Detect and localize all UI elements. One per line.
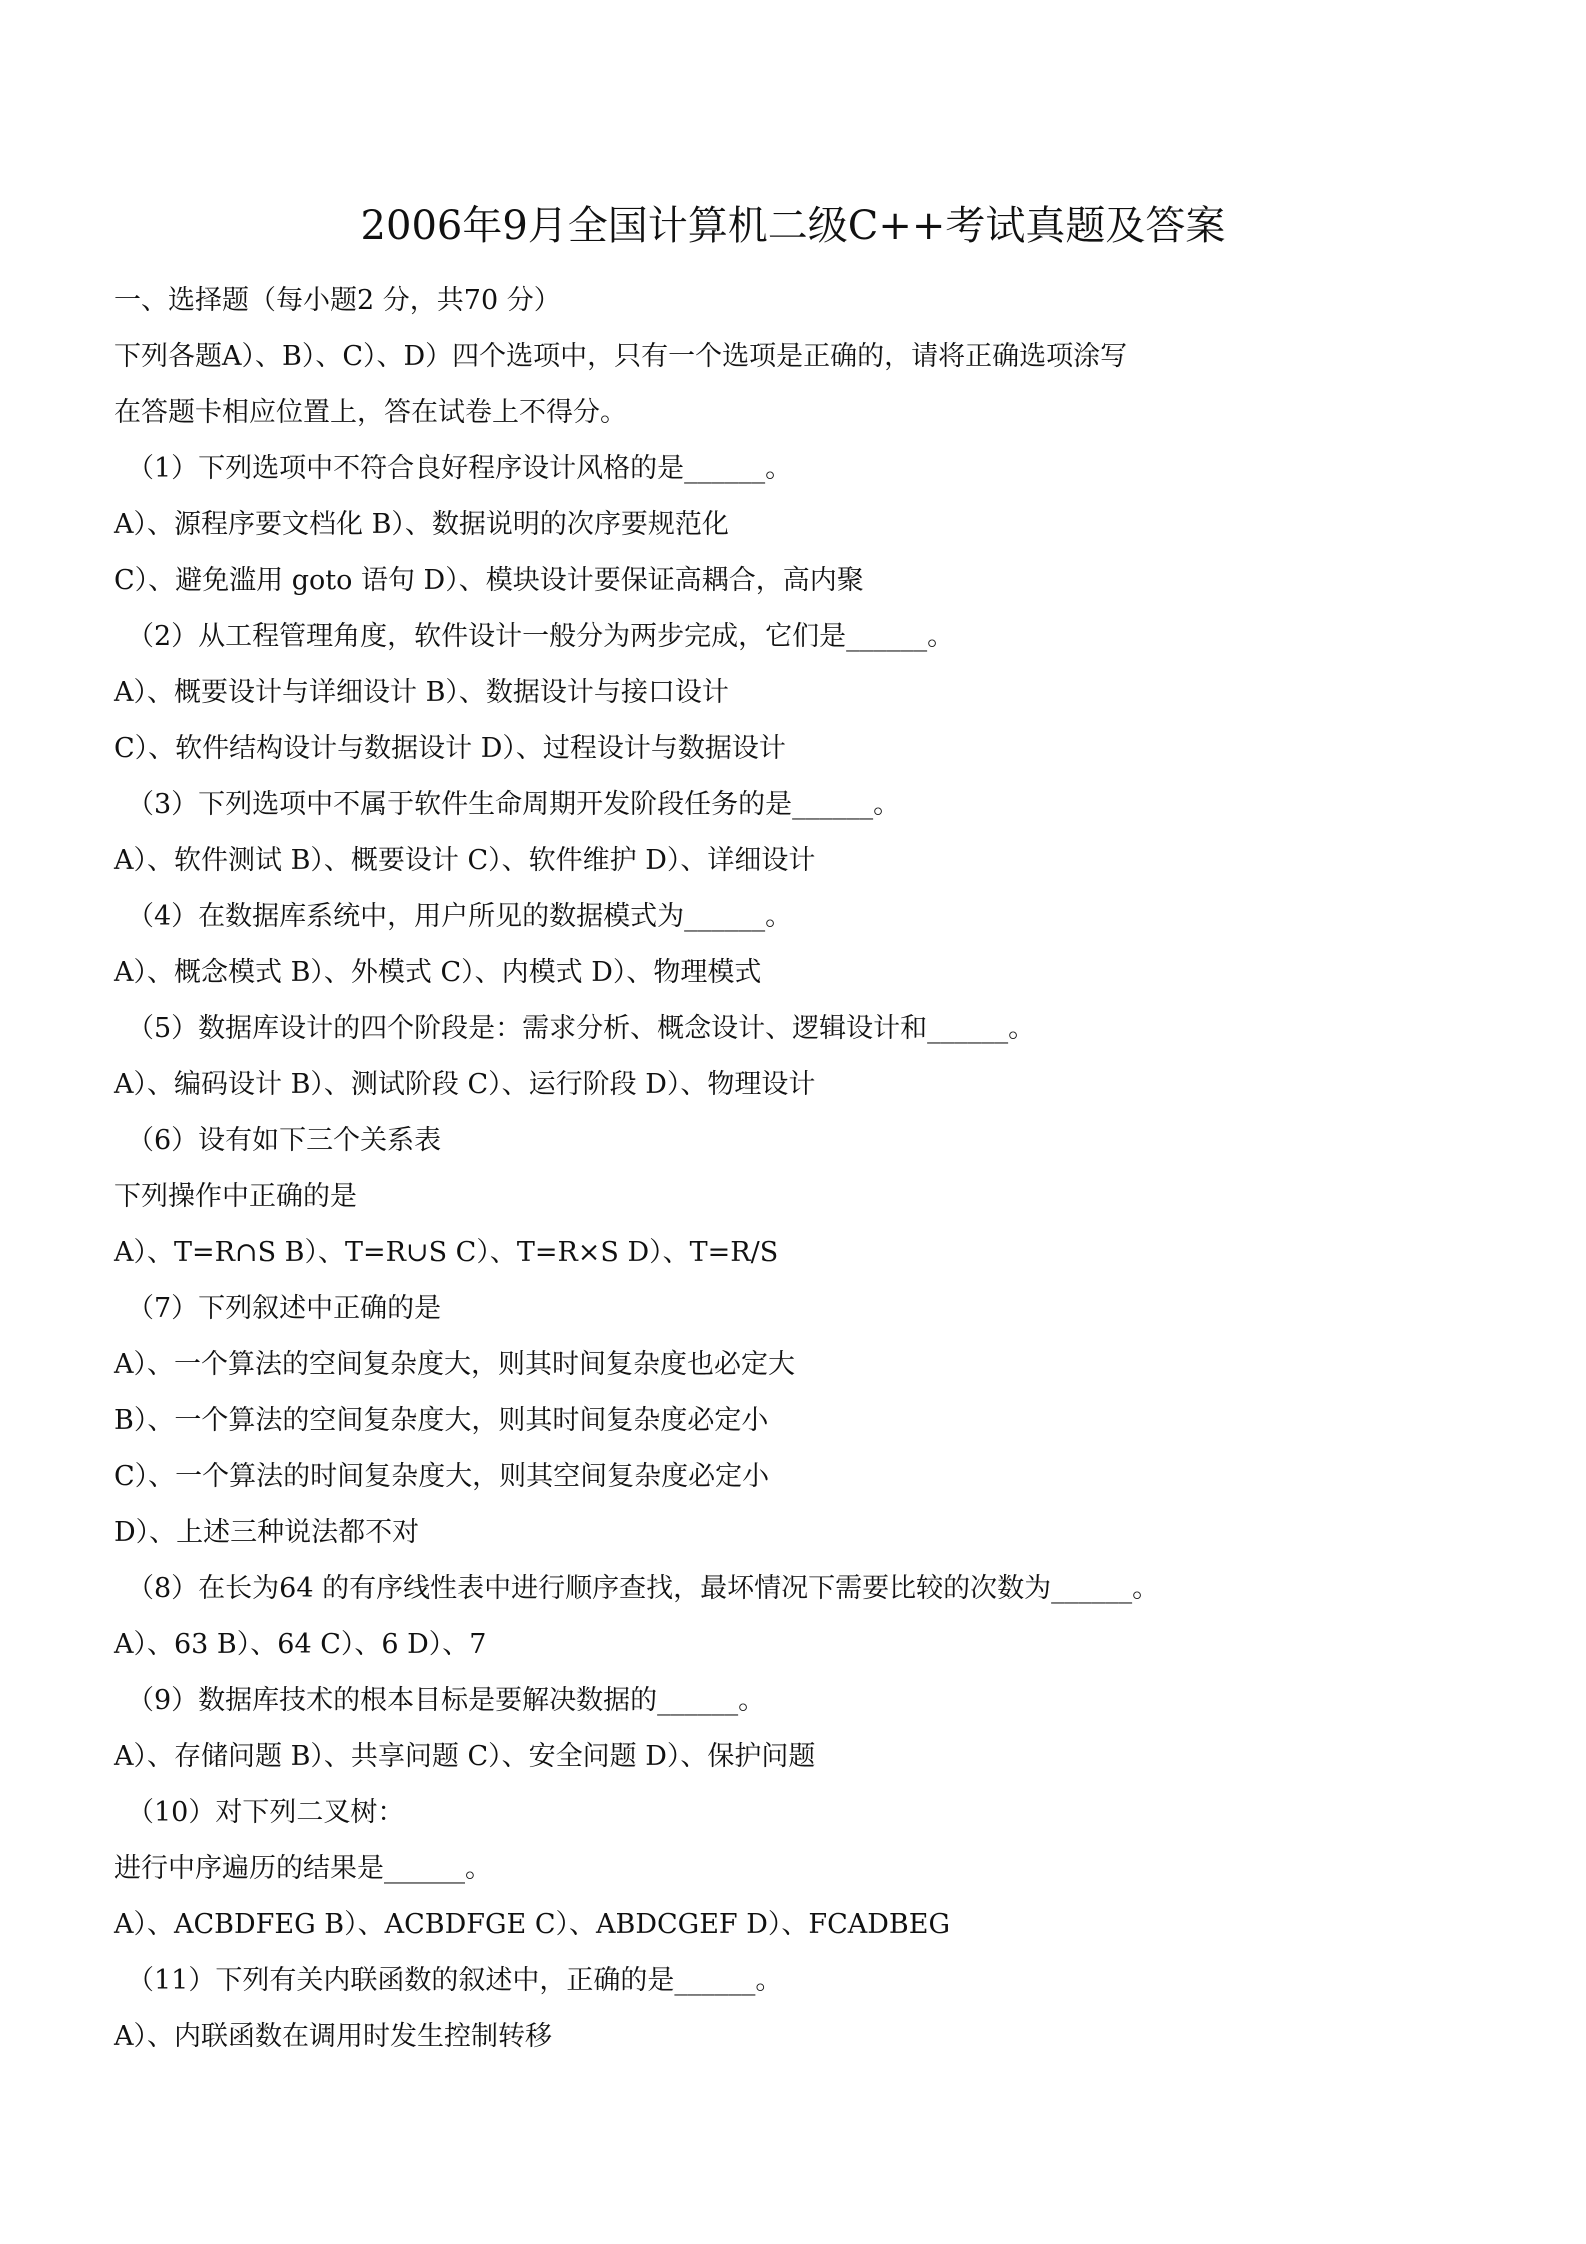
question-stem: （2）从工程管理角度，软件设计一般分为两步完成，它们是______。: [127, 621, 955, 652]
question-stem: （6）设有如下三个关系表: [127, 1125, 442, 1156]
answer-options: A）、T=R∩S B）、T=R∪S C）、T=R×S D）、T=R/S: [114, 1237, 779, 1268]
instruction-text: 下列各题A）、B）、C）、D）四个选项中，只有一个选项是正确的，请将正确选项涂写: [114, 341, 1128, 372]
question-stem: （1）下列选项中不符合良好程序设计风格的是______。: [127, 453, 793, 484]
answer-options: A）、源程序要文档化 B）、数据说明的次序要规范化: [114, 509, 729, 540]
question-stem: （7）下列叙述中正确的是: [127, 1293, 442, 1324]
answer-options: B）、一个算法的空间复杂度大，则其时间复杂度必定小: [114, 1405, 769, 1436]
answer-options: D）、上述三种说法都不对: [114, 1517, 420, 1548]
question-stem: （9）数据库技术的根本目标是要解决数据的______。: [127, 1685, 766, 1716]
question-stem: （3）下列选项中不属于软件生命周期开发阶段任务的是______。: [127, 789, 901, 820]
question-stem: （11）下列有关内联函数的叙述中，正确的是______。: [127, 1965, 783, 1996]
body-text: 下列操作中正确的是: [114, 1181, 357, 1212]
question-stem: （10）对下列二叉树：: [127, 1797, 405, 1828]
answer-options: A）、编码设计 B）、测试阶段 C）、运行阶段 D）、物理设计: [114, 1069, 816, 1100]
answer-options: A）、存储问题 B）、共享问题 C）、安全问题 D）、保护问题: [114, 1741, 816, 1772]
section-heading: 一、选择题（每小题2 分，共70 分）: [114, 285, 561, 316]
instruction-text: 在答题卡相应位置上，答在试卷上不得分。: [114, 397, 627, 428]
question-stem: （5）数据库设计的四个阶段是：需求分析、概念设计、逻辑设计和______。: [127, 1013, 1036, 1044]
answer-options: C）、避免滥用 goto 语句 D）、模块设计要保证高耦合，高内聚: [114, 565, 864, 596]
answer-options: A）、软件测试 B）、概要设计 C）、软件维护 D）、详细设计: [114, 845, 816, 876]
answer-options: A）、ACBDFEG B）、ACBDFGE C）、ABDCGEF D）、FCADBEG: [114, 1909, 951, 1940]
document-body: [114, 273, 1474, 2065]
answer-options: A）、内联函数在调用时发生控制转移: [114, 2021, 552, 2052]
question-stem: （8）在长为64 的有序线性表中进行顺序查找，最坏情况下需要比较的次数为______。: [127, 1573, 1160, 1604]
answer-options: C）、软件结构设计与数据设计 D）、过程设计与数据设计: [114, 733, 786, 764]
document-title: 2006年9月全国计算机二级C++考试真题及答案: [360, 203, 1226, 249]
body-text: 进行中序遍历的结果是______。: [114, 1853, 492, 1884]
answer-options: C）、一个算法的时间复杂度大，则其空间复杂度必定小: [114, 1461, 770, 1492]
answer-options: A）、63 B）、64 C）、6 D）、7: [114, 1629, 487, 1660]
answer-options: A）、概要设计与详细设计 B）、数据设计与接口设计: [114, 677, 729, 708]
answer-options: A）、概念模式 B）、外模式 C）、内模式 D）、物理模式: [114, 957, 762, 988]
answer-options: A）、一个算法的空间复杂度大，则其时间复杂度也必定大: [114, 1349, 795, 1380]
question-stem: （4）在数据库系统中，用户所见的数据模式为______。: [127, 901, 793, 932]
